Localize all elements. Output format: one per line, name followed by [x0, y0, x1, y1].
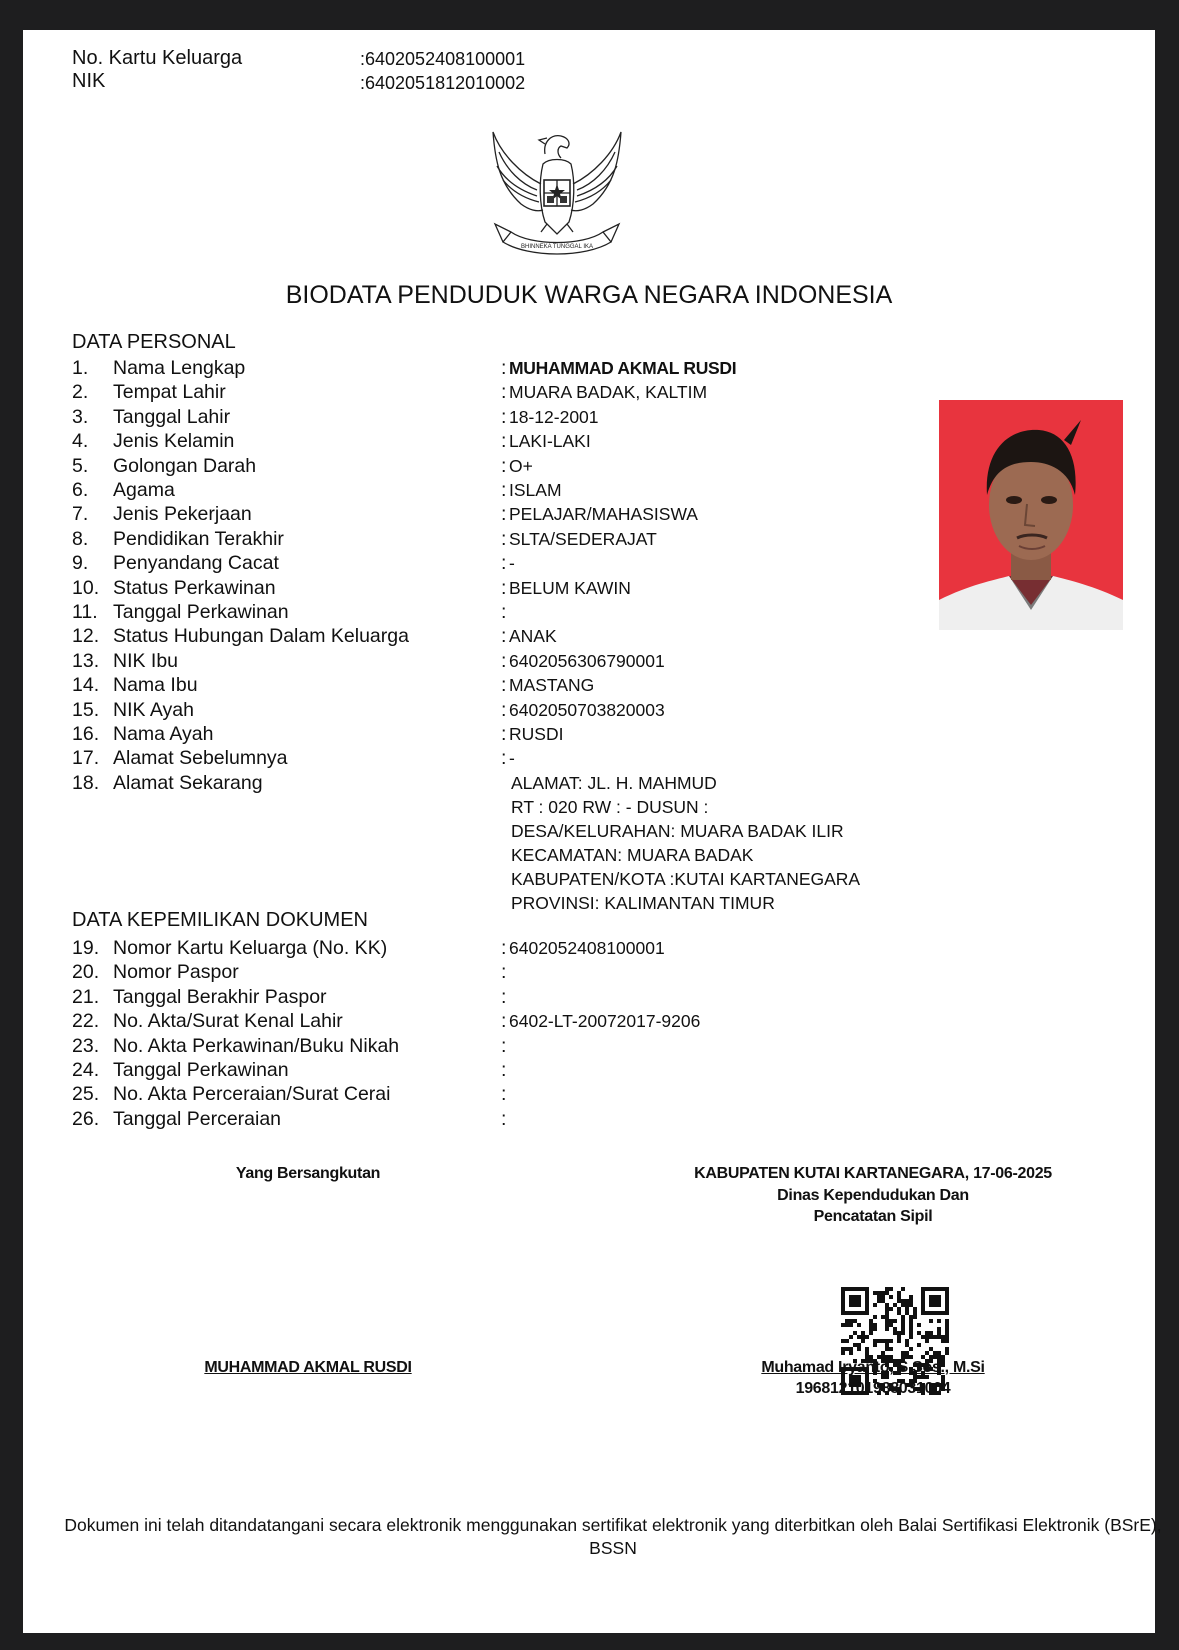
- signatory-right-name-wrap: [643, 1358, 1103, 1378]
- row-colon: :: [501, 961, 507, 984]
- row-number: 26.: [72, 1107, 100, 1130]
- nik-label: NIK: [72, 70, 106, 92]
- row-number: 23.: [72, 1034, 100, 1057]
- row-label: Status Hubungan Dalam Keluarga: [113, 625, 409, 648]
- row-value: SLTA/SEDERAJAT: [509, 528, 657, 549]
- row-value: -: [509, 553, 515, 574]
- row-label: Golongan Darah: [113, 454, 257, 477]
- row-number: 4.: [72, 430, 89, 453]
- row-label: Tanggal Lahir: [113, 405, 231, 428]
- row-number: 21.: [72, 985, 100, 1008]
- row-label: Nama Ibu: [113, 674, 198, 697]
- row-colon: :: [501, 1107, 507, 1130]
- section-heading-documents: DATA KEPEMILIKAN DOKUMEN: [72, 909, 368, 931]
- electronic-signature-notice: Dokumen ini telah ditandatangani secara elektronik menggunakan sertifikat elektronik yang diterbitkan oleh Balai Sertifikasi Elektronik (BSrE), BSSN: [64, 1515, 1162, 1558]
- row-number: 1.: [72, 357, 89, 379]
- address-line: KABUPATEN/KOTA :KUTAI KARTANEGARA: [511, 868, 861, 889]
- row-number: 10.: [72, 576, 100, 599]
- row-value: RUSDI: [509, 724, 564, 744]
- row-number: 9.: [72, 552, 89, 575]
- row-number: 3.: [72, 405, 89, 428]
- nik-value: :6402051812010002: [360, 73, 526, 93]
- signatory-left-name: MUHAMMAD AKMAL RUSDI: [204, 1359, 412, 1376]
- row-label: NIK Ayah: [113, 698, 194, 721]
- row-colon: :: [501, 698, 507, 721]
- kk-value: :6402052408100001: [360, 49, 526, 69]
- row-number: 20.: [72, 961, 100, 984]
- address-line: PROVINSI: KALIMANTAN TIMUR: [511, 892, 775, 913]
- row-colon: :: [501, 1010, 507, 1033]
- row-value: 18-12-2001: [509, 406, 599, 427]
- row-colon: :: [501, 430, 507, 453]
- row-number: 19.: [72, 937, 100, 959]
- row-number: 17.: [72, 747, 100, 770]
- row-label: Nomor Kartu Keluarga (No. KK): [113, 937, 388, 959]
- row-colon: :: [501, 723, 507, 745]
- row-colon: :: [501, 405, 507, 428]
- address-line: RT : 020 RW : - DUSUN :: [511, 796, 709, 817]
- address-line: DESA/KELURAHAN: MUARA BADAK ILIR: [511, 820, 844, 841]
- signature-office-line-2: Pencatatan Sipil: [813, 1208, 933, 1225]
- row-colon: :: [501, 937, 507, 959]
- row-number: 7.: [72, 503, 89, 526]
- row-value: BELUM KAWIN: [509, 577, 631, 598]
- row-label: No. Akta Perceraian/Surat Cerai: [113, 1083, 391, 1106]
- row-label: Alamat Sekarang: [113, 771, 263, 794]
- section-heading-personal: DATA PERSONAL: [72, 331, 236, 353]
- row-label: Tanggal Perkawinan: [113, 601, 289, 623]
- row-number: 15.: [72, 698, 100, 721]
- row-label: Pendidikan Terakhir: [113, 527, 284, 550]
- row-number: 22.: [72, 1010, 100, 1033]
- row-value: MUARA BADAK, KALTIM: [509, 382, 708, 403]
- kk-label: No. Kartu Keluarga: [72, 47, 243, 69]
- row-colon: :: [501, 625, 507, 648]
- row-label: Agama: [113, 479, 175, 501]
- row-number: 11.: [72, 601, 98, 623]
- row-colon: :: [501, 1059, 507, 1081]
- signature-place-date: KABUPATEN KUTAI KARTANEGARA, 17-06-2025: [694, 1165, 1052, 1182]
- row-colon: :: [501, 552, 507, 575]
- row-number: 6.: [72, 479, 89, 501]
- row-label: Status Perkawinan: [113, 576, 276, 599]
- row-number: 24.: [72, 1059, 100, 1081]
- row-colon: :: [501, 985, 507, 1008]
- row-value: 6402056306790001: [509, 650, 665, 671]
- row-colon: :: [501, 503, 507, 526]
- row-colon: :: [501, 357, 507, 379]
- row-number: 25.: [72, 1083, 100, 1106]
- row-value: 6402052408100001: [509, 938, 665, 958]
- row-value: PELAJAR/MAHASISWA: [509, 504, 698, 525]
- row-number: 16.: [72, 723, 100, 745]
- signatory-left-title: Yang Bersangkutan: [235, 1165, 381, 1182]
- document-page: [23, 30, 1162, 1633]
- row-label: No. Akta/Surat Kenal Lahir: [113, 1010, 343, 1033]
- row-value: 6402-LT-20072017-9206: [509, 1011, 701, 1032]
- row-colon: :: [501, 1034, 507, 1057]
- row-label: Tempat Lahir: [113, 381, 226, 404]
- row-number: 5.: [72, 454, 89, 477]
- row-label: Penyandang Cacat: [113, 552, 279, 575]
- emblem-motto: BHINNEKA TUNGGAL IKA: [520, 244, 594, 250]
- row-label: Tanggal Berakhir Paspor: [113, 985, 327, 1008]
- row-colon: :: [501, 576, 507, 599]
- row-value: MASTANG: [509, 675, 595, 696]
- page-title: BIODATA PENDUDUK WARGA NEGARA INDONESIA: [285, 281, 893, 309]
- address-line: ALAMAT: JL. H. MAHMUD: [511, 772, 717, 793]
- row-colon: :: [501, 649, 507, 672]
- row-value: O+: [509, 455, 533, 476]
- row-colon: :: [501, 479, 507, 501]
- signatory-right-nip: 196812101988031004: [795, 1380, 951, 1397]
- profile-photo: [939, 400, 1123, 630]
- row-value: -: [509, 748, 515, 769]
- row-number: 2.: [72, 381, 89, 404]
- row-number: 12.: [72, 625, 100, 648]
- address-line: KECAMATAN: MUARA BADAK: [511, 844, 754, 865]
- row-label: Tanggal Perceraian: [113, 1107, 282, 1130]
- row-label: Nama Lengkap: [113, 357, 246, 379]
- garuda-emblem-icon: [481, 124, 633, 264]
- row-value: LAKI-LAKI: [509, 431, 591, 452]
- signatory-right-name: Muhamad Iryanto, S.Sos., M.Si: [761, 1359, 985, 1376]
- row-colon: :: [501, 1083, 507, 1106]
- row-value: MUHAMMAD AKMAL RUSDI: [509, 358, 737, 378]
- row-label: NIK Ibu: [113, 649, 179, 672]
- row-label: Jenis Pekerjaan: [113, 503, 252, 526]
- row-label: Alamat Sebelumnya: [113, 747, 288, 770]
- row-colon: :: [501, 527, 507, 550]
- row-number: 14.: [72, 674, 100, 697]
- row-colon: :: [501, 674, 507, 697]
- row-colon: :: [501, 381, 507, 404]
- signature-office-line-1: Dinas Kependudukan Dan: [777, 1187, 969, 1204]
- row-label: Nama Ayah: [113, 723, 214, 745]
- row-number: 13.: [72, 649, 100, 672]
- row-label: No. Akta Perkawinan/Buku Nikah: [113, 1034, 400, 1057]
- row-colon: :: [501, 454, 507, 477]
- row-colon: :: [501, 747, 507, 770]
- row-value: ANAK: [509, 626, 557, 647]
- row-number: 8.: [72, 527, 89, 550]
- row-label: Tanggal Perkawinan: [113, 1059, 289, 1081]
- row-value: 6402050703820003: [509, 699, 665, 720]
- row-colon: :: [501, 601, 507, 623]
- signatory-left-name-wrap: [133, 1358, 483, 1378]
- row-label: Nomor Paspor: [113, 961, 239, 984]
- row-value: ISLAM: [509, 480, 562, 500]
- row-number: 18.: [72, 771, 100, 794]
- row-label: Jenis Kelamin: [113, 430, 235, 453]
